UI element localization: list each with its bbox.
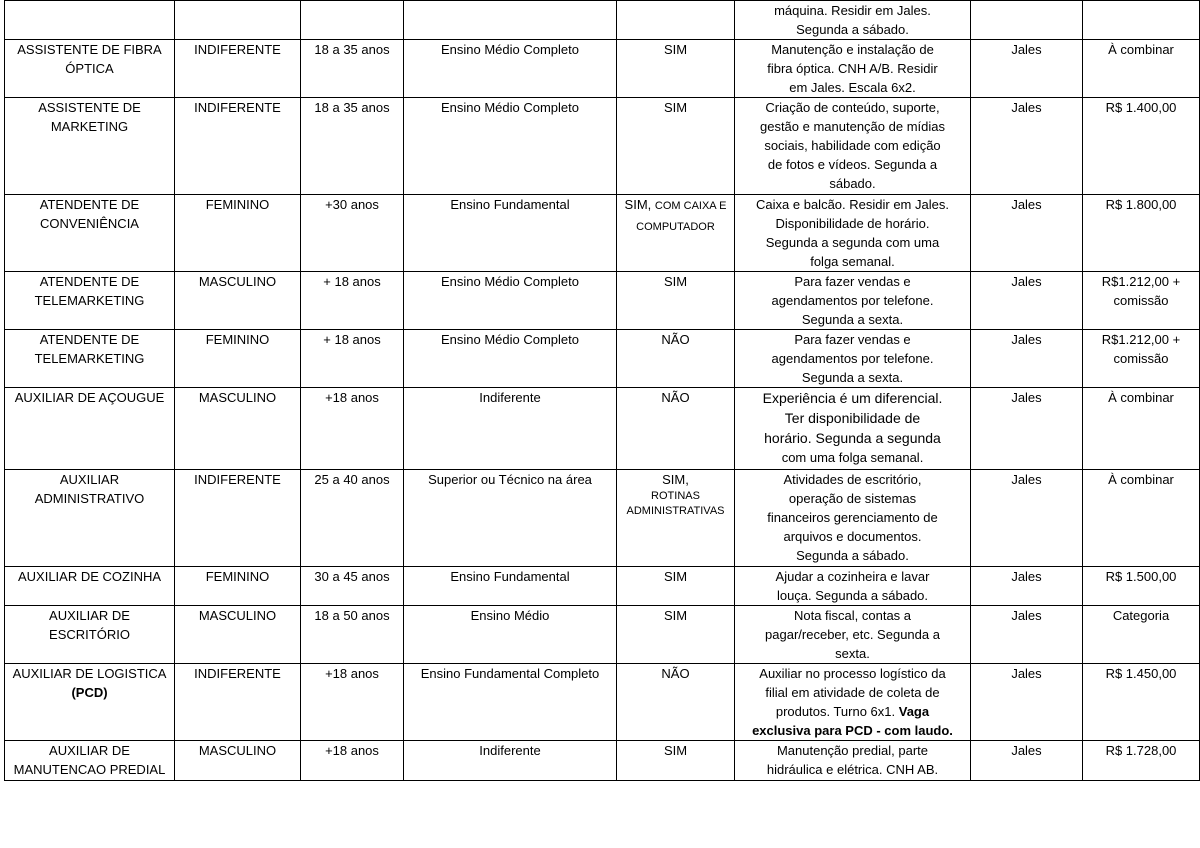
cargo-cell: ASSISTENTE DE MARKETING bbox=[5, 98, 175, 195]
experiencia-cell: NÃO bbox=[617, 388, 735, 470]
cargo-cell: AUXILIAR ADMINISTRATIVO bbox=[5, 470, 175, 567]
table-row bbox=[5, 470, 1200, 567]
escolaridade-cell: Ensino Médio Completo bbox=[404, 98, 617, 195]
idade-cell: + 18 anos bbox=[301, 272, 404, 330]
descricao-cell: Para fazer vendas e agendamentos por telefone. Segunda a sexta. bbox=[735, 330, 971, 388]
cidade-cell: Jales bbox=[971, 330, 1083, 388]
sexo-cell: FEMININO bbox=[175, 567, 301, 606]
experiencia-cell: SIM bbox=[617, 272, 735, 330]
table-row bbox=[5, 741, 1200, 781]
experiencia-cell: NÃO bbox=[617, 664, 735, 741]
cidade-cell: Jales bbox=[971, 741, 1083, 781]
descricao-cell: Nota fiscal, contas a pagar/receber, etc. Segunda a sexta. bbox=[735, 606, 971, 664]
table-row bbox=[5, 330, 1200, 388]
experiencia-cell: NÃO bbox=[617, 330, 735, 388]
cidade-cell: Jales bbox=[971, 567, 1083, 606]
salario-cell: À combinar bbox=[1083, 40, 1200, 98]
idade-cell: 18 a 35 anos bbox=[301, 40, 404, 98]
escolaridade-cell: Ensino Médio Completo bbox=[404, 330, 617, 388]
descricao-cell: Atividades de escritório, operação de sistemas financeiros gerenciamento de arquivos e documentos. Segunda a sábado. bbox=[735, 470, 971, 567]
salario-cell: R$ 1.500,00 bbox=[1083, 567, 1200, 606]
escolaridade-cell: Superior ou Técnico na área bbox=[404, 470, 617, 567]
table-row bbox=[5, 567, 1200, 606]
descricao-cell: máquina. Residir em Jales. Segunda a sábado. bbox=[735, 1, 971, 40]
table-row bbox=[5, 195, 1200, 272]
idade-cell: 18 a 50 anos bbox=[301, 606, 404, 664]
cidade-cell: Jales bbox=[971, 606, 1083, 664]
salario-cell: À combinar bbox=[1083, 388, 1200, 470]
sexo-cell: MASCULINO bbox=[175, 741, 301, 781]
experiencia-cell: SIM bbox=[617, 567, 735, 606]
escolaridade-cell: Indiferente bbox=[404, 741, 617, 781]
cargo-cell: AUXILIAR DE AÇOUGUE bbox=[5, 388, 175, 470]
cidade-cell: Jales bbox=[971, 664, 1083, 741]
cargo-cell: ATENDENTE DE TELEMARKETING bbox=[5, 272, 175, 330]
sexo-cell bbox=[175, 1, 301, 40]
cidade-cell: Jales bbox=[971, 195, 1083, 272]
sexo-cell: MASCULINO bbox=[175, 272, 301, 330]
table-row bbox=[5, 40, 1200, 98]
cidade-cell: Jales bbox=[971, 470, 1083, 567]
table-row bbox=[5, 1, 1200, 40]
sexo-cell: INDIFERENTE bbox=[175, 98, 301, 195]
cidade-cell: Jales bbox=[971, 40, 1083, 98]
salario-cell: R$ 1.450,00 bbox=[1083, 664, 1200, 741]
descricao-cell: Criação de conteúdo, suporte, gestão e manutenção de mídias sociais, habilidade com edição de fotos e vídeos. Segunda a sábado. bbox=[735, 98, 971, 195]
idade-cell: 25 a 40 anos bbox=[301, 470, 404, 567]
escolaridade-cell: Ensino Médio Completo bbox=[404, 272, 617, 330]
experiencia-cell bbox=[617, 1, 735, 40]
salario-cell: Categoria bbox=[1083, 606, 1200, 664]
sexo-cell: FEMININO bbox=[175, 330, 301, 388]
escolaridade-cell: Ensino Fundamental Completo bbox=[404, 664, 617, 741]
idade-cell: 30 a 45 anos bbox=[301, 567, 404, 606]
descricao-cell: Caixa e balcão. Residir em Jales. Disponibilidade de horário. Segunda a segunda com uma folga semanal. bbox=[735, 195, 971, 272]
cidade-cell: Jales bbox=[971, 272, 1083, 330]
escolaridade-cell bbox=[404, 1, 617, 40]
salario-cell: À combinar bbox=[1083, 470, 1200, 567]
table-row bbox=[5, 664, 1200, 741]
salario-cell: R$1.212,00 + comissão bbox=[1083, 272, 1200, 330]
descricao-cell: Manutenção e instalação de fibra óptica. CNH A/B. Residir em Jales. Escala 6x2. bbox=[735, 40, 971, 98]
cargo-cell: ASSISTENTE DE FIBRA ÓPTICA bbox=[5, 40, 175, 98]
escolaridade-cell: Ensino Fundamental bbox=[404, 567, 617, 606]
experiencia-cell: SIM bbox=[617, 40, 735, 98]
sexo-cell: MASCULINO bbox=[175, 388, 301, 470]
salario-cell: R$ 1.728,00 bbox=[1083, 741, 1200, 781]
idade-cell: + 18 anos bbox=[301, 330, 404, 388]
sexo-cell: INDIFERENTE bbox=[175, 664, 301, 741]
cargo-cell: AUXILIAR DE LOGISTICA (PCD) bbox=[5, 664, 175, 741]
idade-cell: +30 anos bbox=[301, 195, 404, 272]
cidade-cell: Jales bbox=[971, 98, 1083, 195]
descricao-cell: Manutenção predial, parte hidráulica e elétrica. CNH AB. bbox=[735, 741, 971, 781]
cargo-cell: ATENDENTE DE CONVENIÊNCIA bbox=[5, 195, 175, 272]
idade-cell: +18 anos bbox=[301, 388, 404, 470]
salario-cell: R$1.212,00 + comissão bbox=[1083, 330, 1200, 388]
cargo-cell: ATENDENTE DE TELEMARKETING bbox=[5, 330, 175, 388]
cargo-cell: AUXILIAR DE COZINHA bbox=[5, 567, 175, 606]
descricao-cell: Ajudar a cozinheira e lavar louça. Segunda a sábado. bbox=[735, 567, 971, 606]
escolaridade-cell: Ensino Médio Completo bbox=[404, 40, 617, 98]
cargo-cell: AUXILIAR DE ESCRITÓRIO bbox=[5, 606, 175, 664]
descricao-cell: Para fazer vendas e agendamentos por telefone. Segunda a sexta. bbox=[735, 272, 971, 330]
sexo-cell: FEMININO bbox=[175, 195, 301, 272]
sexo-cell: INDIFERENTE bbox=[175, 40, 301, 98]
cidade-cell bbox=[971, 1, 1083, 40]
idade-cell: +18 anos bbox=[301, 664, 404, 741]
experiencia-cell: SIM bbox=[617, 98, 735, 195]
cidade-cell: Jales bbox=[971, 388, 1083, 470]
escolaridade-cell: Ensino Médio bbox=[404, 606, 617, 664]
table-row bbox=[5, 98, 1200, 195]
experiencia-cell: SIM, ROTINAS ADMINISTRATIVAS bbox=[617, 470, 735, 567]
sexo-cell: MASCULINO bbox=[175, 606, 301, 664]
experiencia-cell: SIM, COM CAIXA E COMPUTADOR bbox=[617, 195, 735, 272]
descricao-cell: Auxiliar no processo logístico da filial em atividade de coleta de produtos. Turno 6x1. Vaga exclusiva para PCD - com laudo. bbox=[735, 664, 971, 741]
idade-cell: +18 anos bbox=[301, 741, 404, 781]
salario-cell: R$ 1.800,00 bbox=[1083, 195, 1200, 272]
cargo-cell: AUXILIAR DE MANUTENCAO PREDIAL bbox=[5, 741, 175, 781]
salario-cell: R$ 1.400,00 bbox=[1083, 98, 1200, 195]
escolaridade-cell: Ensino Fundamental bbox=[404, 195, 617, 272]
experiencia-cell: SIM bbox=[617, 606, 735, 664]
job-listings-table bbox=[4, 0, 1200, 781]
table-row bbox=[5, 272, 1200, 330]
escolaridade-cell: Indiferente bbox=[404, 388, 617, 470]
experiencia-cell: SIM bbox=[617, 741, 735, 781]
salario-cell bbox=[1083, 1, 1200, 40]
table-row bbox=[5, 606, 1200, 664]
cargo-cell bbox=[5, 1, 175, 40]
idade-cell bbox=[301, 1, 404, 40]
table-row bbox=[5, 388, 1200, 470]
sexo-cell: INDIFERENTE bbox=[175, 470, 301, 567]
descricao-cell: Experiência é um diferencial. Ter disponibilidade de horário. Segunda a segunda com uma folga semanal. bbox=[735, 388, 971, 470]
idade-cell: 18 a 35 anos bbox=[301, 98, 404, 195]
